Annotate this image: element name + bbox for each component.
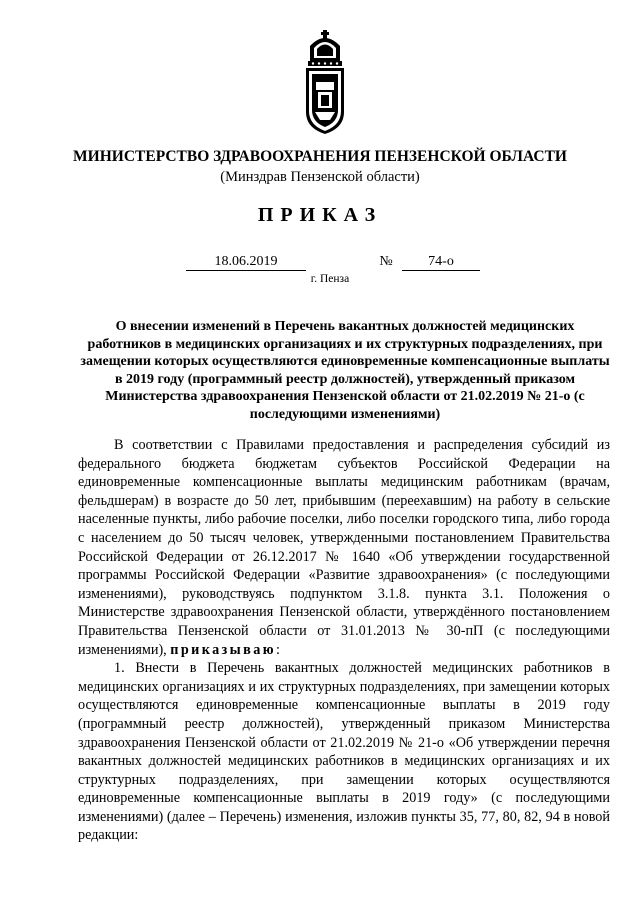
order-date: 18.06.2019 — [186, 254, 306, 271]
crown-icon — [308, 30, 342, 66]
order-title: ПРИКАЗ — [257, 204, 383, 226]
order-number: 74-о — [402, 254, 480, 271]
number-sign: № — [379, 254, 393, 269]
coat-of-arms-emblem — [300, 28, 350, 136]
paragraph-1-text: В соответствии с Правилами предоставления и распределения субсидий из федерального бюджета бюджетам субъектов Российской Федерации на единовременные компенсационные выплаты медицинским работникам (врачам, фельдшерам) в возрасте до 50 лет, прибывшим (переехавшим) на работу в сельские населенные пункты, либо рабочие поселки, либо поселки городского типа, либо города с населением до 50 тысяч человек, утвержденными постановлением Правительства Российской Федерации от 26.12.2017 № 1640 «Об утверждении государственной программы Российской Федерации «Развитие здравоохранения» (с последующими изменениями), руководствуясь подпунктом 3.1.8. пункта 3.1. Положения о Министерстве здравоохранения Пензенской области, утверждённого постановлением Правительства Пензенской области от 31.01.2013 № 30-пП (с последующими изменениями), — [78, 437, 610, 658]
order-heading: О внесении изменений в Перечень вакантных должностей медицинских работников в медицинских организациях и их структурных подразделениях, при замещении которых осуществляются единовременные компенсационные выплаты в 2019 году (программный реестр должностей), утвержденный приказом Министерства здравоохранения Пензенской области от 21.02.2019 № 21-о (с последующими изменениями) — [80, 319, 610, 422]
ministry-name: МИНИСТЕРСТВО ЗДРАВООХРАНЕНИЯ ПЕНЗЕНСКОЙ ОБЛАСТИ — [73, 148, 567, 165]
order-city: г. Пенза — [310, 273, 350, 285]
paragraph-2-text: 1. Внести в Перечень вакантных должностей медицинских работников в медицинских организациях и их структурных подразделениях, при замещении которых осуществляются единовременные компенсационные выплаты в 2019 году (программный реестр должностей), утвержденный приказом Министерства здравоохранения Пензенской области от 21.02.2019 № 21-о «Об утверждении перечня вакантных должностей медицинских работников в медицинских организациях и их структурных подразделениях, при замещении которых осуществляются единовременные компенсационные выплаты в 2019 году» (с последующими изменениями) (далее – Перечень) изменения, изложив пункты 35, 77, 80, 82, 94 в новой редакции: — [78, 660, 610, 844]
order-body — [78, 436, 610, 845]
body-paragraph-2 — [78, 659, 610, 845]
ministry-short-name: (Минздрав Пензенской области) — [220, 169, 420, 185]
paragraph-1-end: : — [275, 641, 280, 658]
body-paragraph-1 — [78, 436, 610, 659]
order-directive-word: приказываю — [170, 641, 276, 658]
shield-icon — [306, 68, 344, 134]
